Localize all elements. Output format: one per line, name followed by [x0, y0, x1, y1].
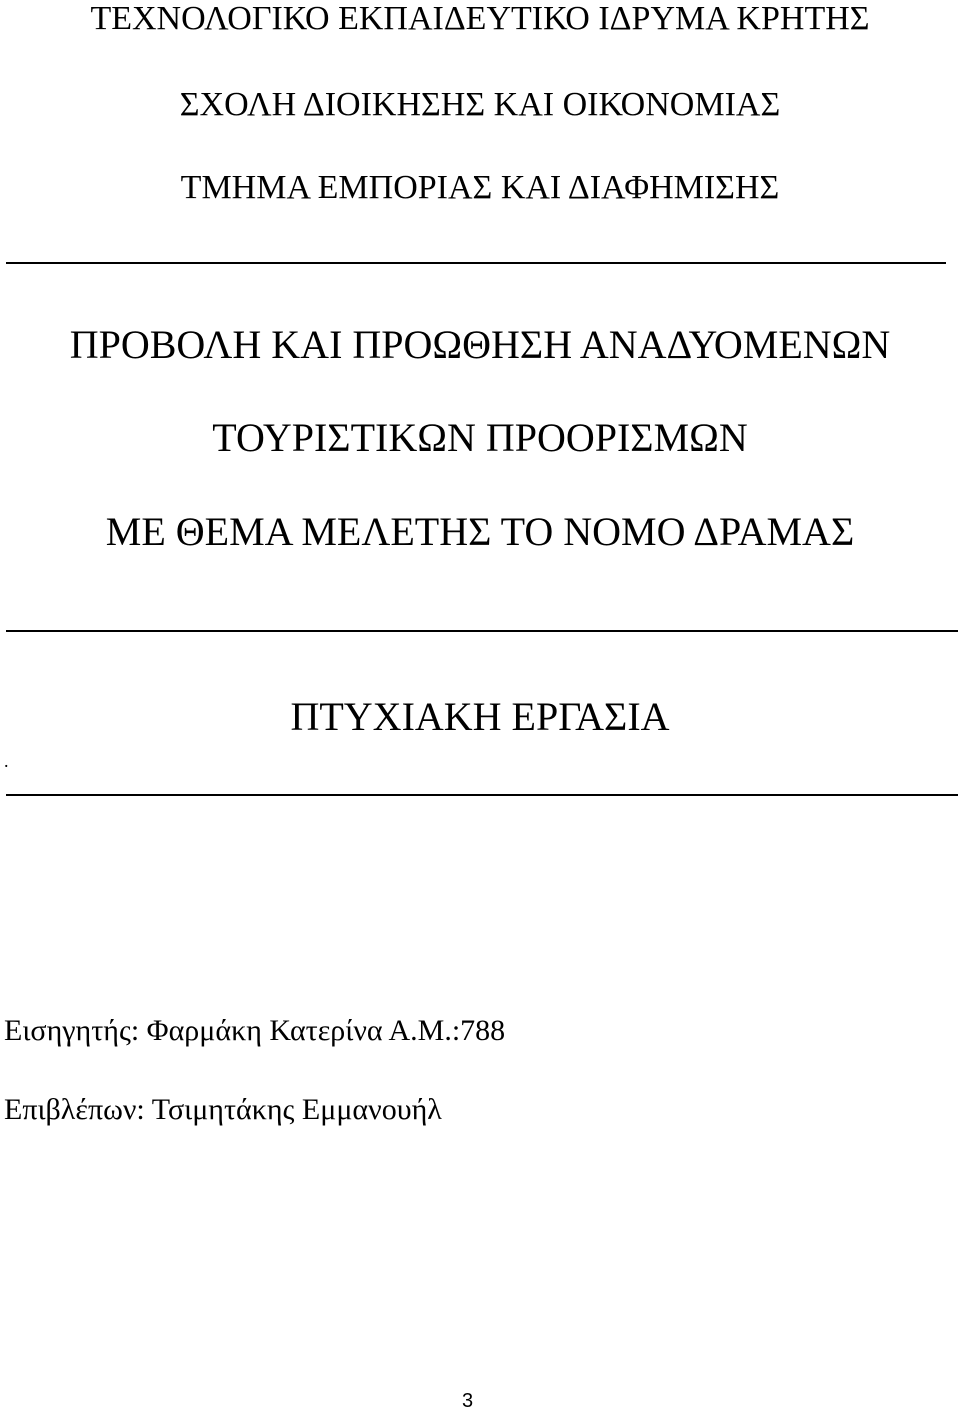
title-line-3: ΜΕ ΘΕΜΑ ΜΕΛΕΤΗΣ ΤΟ ΝΟΜΟ ΔΡΑΜΑΣ [105, 509, 855, 554]
divider-bottom [6, 794, 958, 796]
divider-top [6, 262, 946, 264]
thesis-label: ΠΤΥΧΙΑΚΗ ΕΡΓΑΣΙΑ [290, 694, 670, 739]
department-heading: ΤΜΗΜΑ ΕΜΠΟΡΙΑΣ ΚΑΙ ΔΙΑΦΗΜΙΣΗΣ [180, 169, 780, 206]
title-line-1: ΠΡΟΒΟΛΗ ΚΑΙ ΠΡΟΩΘΗΣΗ ΑΝΑΔΥΟΜΕΝΩΝ [69, 322, 891, 367]
stray-mark: . [4, 751, 9, 771]
institution-heading: ΤΕΧΝΟΛΟΓΙΚΟ ΕΚΠΑΙΔΕΥΤΙΚΟ ΙΔΡΥΜΑ ΚΡΗΤΗΣ [90, 0, 870, 37]
title-line-2: ΤΟΥΡΙΣΤΙΚΩΝ ΠΡΟΟΡΙΣΜΩΝ [212, 415, 748, 460]
divider-middle [6, 630, 958, 632]
supervisor-credit: Επιβλέπων: Τσιμητάκης Εμμανουήλ [4, 1093, 442, 1126]
school-heading: ΣΧΟΛΗ ΔΙΟΙΚΗΣΗΣ ΚΑΙ ΟΙΚΟΝΟΜΙΑΣ [179, 86, 781, 123]
student-credit: Εισηγητής: Φαρμάκη Κατερίνα Α.Μ.:788 [4, 1014, 506, 1047]
page-number: 3 [462, 1390, 474, 1412]
